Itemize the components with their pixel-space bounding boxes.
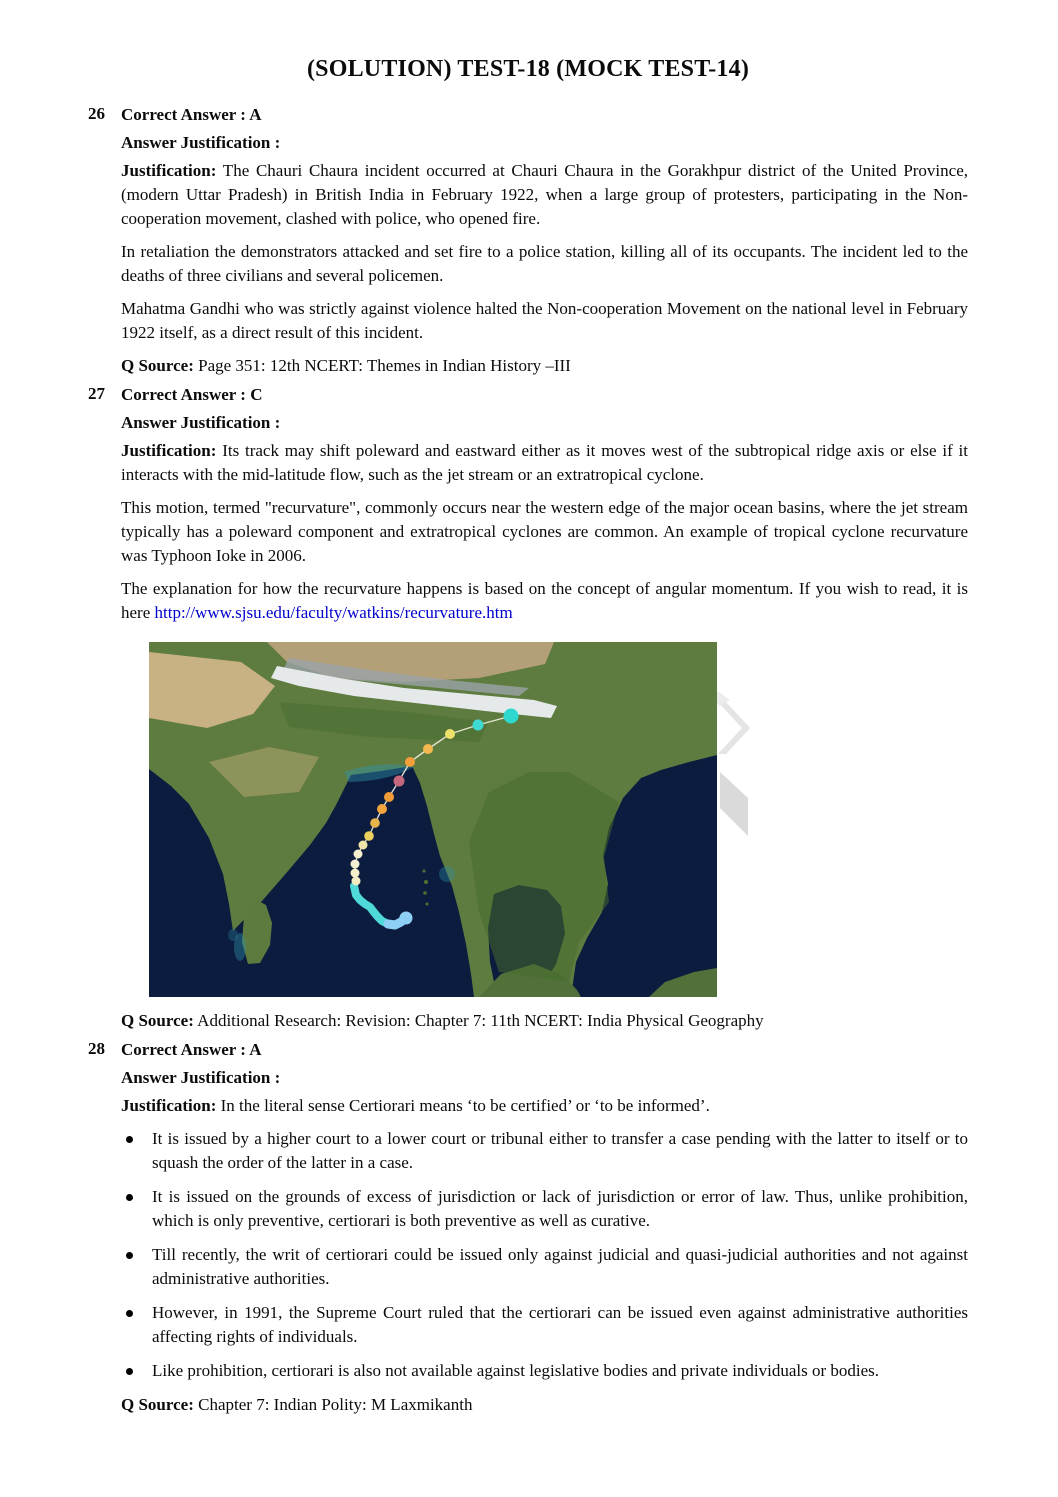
question-28 (88, 1038, 968, 1417)
q-source-prefix: Q Source: (121, 1011, 194, 1030)
question-27-justification-label: Answer Justification : (121, 413, 281, 432)
question-28-bullet-list (121, 1127, 968, 1383)
q-source-text: Chapter 7: Indian Polity: M Laxmikanth (193, 1395, 473, 1414)
justification-prefix: Justification: (121, 441, 217, 460)
question-28-bullet-4: However, in 1991, the Supreme Court ruled that the certiorari can be issued even against administrative authorities affecting rights of individuals. (121, 1301, 968, 1349)
question-26 (88, 103, 968, 378)
track-point-8 (377, 804, 387, 814)
track-point-11 (405, 757, 415, 767)
question-27-number: 27 (88, 384, 105, 403)
track-point-5 (359, 841, 368, 850)
track-point-3 (351, 860, 360, 869)
question-27-justification-paragraph (121, 439, 968, 487)
track-point-15 (504, 709, 519, 724)
track-point-6 (364, 831, 374, 841)
justification-text: Its track may shift poleward and eastward either as it moves west of the subtropical ridge axis or else if it interacts with the mid-latitude flow, such as the jet stream or an extratropical cyclone. (121, 441, 968, 484)
cyclone-track-map (149, 642, 717, 997)
track-point-9 (384, 792, 394, 802)
justification-prefix: Justification: (121, 1096, 217, 1115)
question-26-source-line (121, 354, 968, 378)
track-hook-end-blob (400, 912, 413, 925)
q-source-prefix: Q Source: (121, 1395, 194, 1414)
track-point-12 (423, 744, 433, 754)
question-27-paragraph-3 (121, 577, 968, 625)
paragraph-text: The explanation for how the recurvature happens is based on the concept of angular momentum. If you wish to read, it is here (121, 579, 968, 622)
track-point-1 (352, 877, 361, 886)
question-26-justification-paragraph (121, 159, 968, 231)
question-27 (88, 383, 968, 1033)
question-28-correct-answer: Correct Answer : A (121, 1040, 262, 1059)
question-26-justification-label: Answer Justification : (121, 133, 281, 152)
track-point-7 (370, 818, 380, 828)
question-28-source-line (121, 1393, 968, 1417)
question-28-number: 28 (88, 1039, 105, 1058)
justification-prefix: Justification: (121, 161, 217, 180)
q-source-prefix: Q Source: (121, 356, 194, 375)
question-28-bullet-2: It is issued on the grounds of excess of jurisdiction or lack of jurisdiction or error of law. Thus, unlike prohibition, which is only preventive, certiorari is both preventive as well as curative. (121, 1185, 968, 1233)
question-27-paragraph-2: This motion, termed "recurvature", commonly occurs near the western edge of the major ocean basins, where the jet stream typically has a poleward component and extratropical cyclones are common. An example of tropical cyclone recurvature was Typhoon Ioke in 2006. (121, 498, 968, 565)
question-27-source-line (121, 1009, 968, 1033)
q-source-text: Additional Research: Revision: Chapter 7: 11th NCERT: India Physical Geography (193, 1011, 764, 1030)
question-26-paragraph-2: In retaliation the demonstrators attacked and set fire to a police station, killing all of its occupants. The incident led to the deaths of three civilians and several policemen. (121, 242, 968, 285)
justification-text: In the literal sense Certiorari means ‘to be certified’ or ‘to be informed’. (216, 1096, 710, 1115)
question-28-justification-paragraph (121, 1094, 968, 1118)
question-26-number: 26 (88, 104, 105, 123)
track-point-13 (445, 729, 455, 739)
question-28-bullet-5: Like prohibition, certiorari is also not available against legislative bodies and private individuals or bodies. (121, 1359, 968, 1383)
page-title: (SOLUTION) TEST-18 (MOCK TEST-14) (306, 56, 750, 82)
track-point-2 (351, 869, 360, 878)
track-point-10 (394, 776, 405, 787)
question-26-paragraph-3: Mahatma Gandhi who was strictly against violence halted the Non-cooperation Movement on the national level in February 1922 itself, as a direct result of this incident. (121, 299, 968, 342)
q-source-text: Page 351: 12th NCERT: Themes in Indian History –III (193, 356, 571, 375)
track-point-4 (354, 850, 363, 859)
question-27-correct-answer: Correct Answer : C (121, 385, 263, 404)
track-point-14 (473, 720, 484, 731)
question-28-justification-label: Answer Justification : (121, 1068, 281, 1087)
justification-text: The Chauri Chaura incident occurred at Chauri Chaura in the Gorakhpur district of the United Province, (modern Uttar Pradesh) in British India in February 1922, when a large group of protesters, participating in the Non-cooperation movement, clashed with police, who opened fire. (121, 161, 968, 228)
recurvature-article-link[interactable]: http://www.sjsu.edu/faculty/watkins/recurvature.htm (154, 603, 513, 622)
question-28-bullet-3: Till recently, the writ of certiorari could be issued only against judicial and quasi-judicial authorities and not against administrative authorities. (121, 1243, 968, 1291)
question-26-correct-answer: Correct Answer : A (121, 105, 262, 124)
question-28-bullet-1: It is issued by a higher court to a lower court or tribunal either to transfer a case pending with the latter to itself or to squash the order of the latter in a case. (121, 1127, 968, 1175)
cyclone-track-map-figure (149, 642, 717, 997)
